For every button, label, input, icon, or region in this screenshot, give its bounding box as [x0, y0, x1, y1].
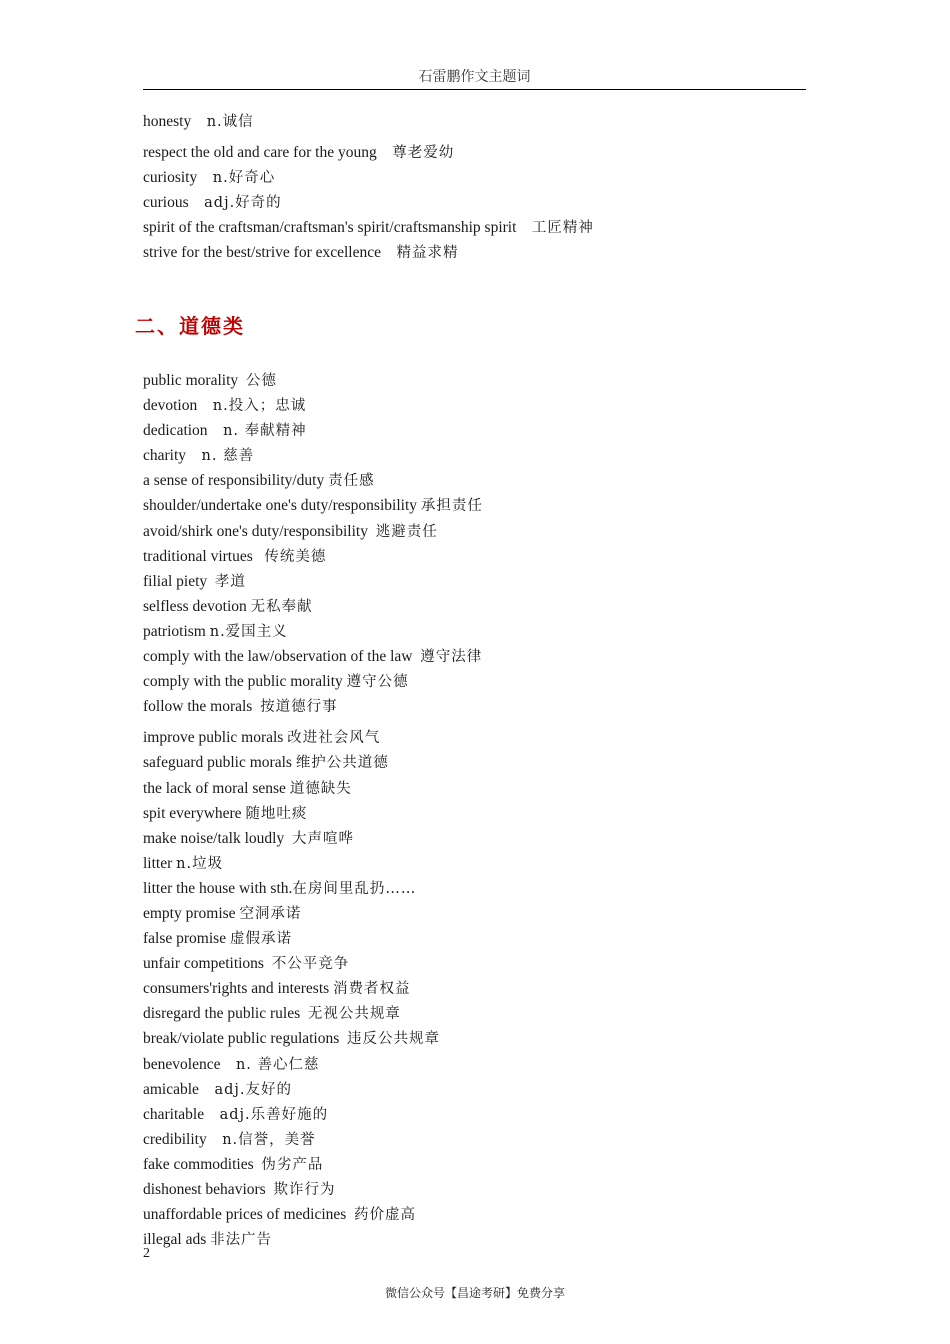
- entry-chinese: adj.友好的: [214, 1081, 292, 1098]
- entry-spacer: [199, 1081, 215, 1098]
- entry-chinese: 随地吐痰: [245, 805, 308, 822]
- vocab-entry: [143, 901, 483, 926]
- vocab-entry: [143, 418, 483, 443]
- entry-english: charity: [143, 447, 187, 465]
- entry-chinese: 虚假承诺: [229, 931, 292, 948]
- entry-english: devotion: [143, 397, 198, 415]
- entry-chinese: 欺诈行为: [273, 1182, 336, 1198]
- entry-spacer: [264, 955, 272, 972]
- entry-english: false promise: [143, 930, 227, 948]
- entry-chinese: 消费者权益: [333, 981, 411, 998]
- entry-spacer: [197, 169, 213, 186]
- vocab-entry: [143, 1227, 483, 1252]
- entry-chinese: 承担责任: [420, 498, 483, 515]
- entry-english: litter: [143, 854, 173, 872]
- entry-spacer: [220, 1056, 236, 1073]
- entry-spacer: [377, 144, 393, 161]
- entry-chinese: n.投入；忠诚: [212, 398, 307, 415]
- entry-english: respect the old and care for the young: [143, 144, 377, 162]
- entry-english: improve public morals: [143, 729, 284, 747]
- entry-spacer: [381, 244, 397, 261]
- entry-english: follow the morals: [143, 698, 253, 716]
- entry-english: safeguard public morals: [143, 754, 292, 772]
- vocab-entry: [143, 240, 594, 265]
- entry-spacer: [207, 573, 215, 590]
- vocab-entry: [143, 544, 483, 569]
- vocab-entry: [143, 1177, 483, 1202]
- entry-spacer: [191, 113, 207, 130]
- vocab-entry: [143, 1102, 483, 1127]
- entry-english: benevolence: [143, 1055, 221, 1073]
- entry-chinese: 道德缺失: [289, 780, 352, 797]
- section-heading-morality: 二、道德类: [135, 314, 245, 338]
- entry-english: strive for the best/strive for excellence: [143, 244, 381, 262]
- entry-spacer: [284, 830, 292, 847]
- entry-chinese: 大声喧哗: [291, 830, 354, 847]
- vocab-entry: [143, 694, 483, 719]
- entry-chinese: 责任感: [328, 473, 375, 490]
- entry-chinese: 改进社会风气: [287, 730, 381, 747]
- entry-english: selfless devotion: [143, 597, 247, 615]
- vocab-entry: [143, 1127, 483, 1152]
- entry-english: shoulder/undertake one's duty/responsibility: [143, 497, 417, 515]
- entry-english: comply with the law/observation of the law: [143, 648, 413, 666]
- entry-english: the lack of moral sense: [143, 779, 286, 797]
- entry-chinese: adj.乐善好施的: [219, 1106, 329, 1123]
- entry-spacer: [346, 1206, 354, 1223]
- vocab-entry: [143, 1026, 483, 1051]
- entry-spacer: [516, 219, 532, 236]
- entry-english: spit everywhere: [143, 804, 242, 822]
- entry-english: amicable: [143, 1080, 199, 1098]
- vocab-entry: [143, 776, 483, 801]
- vocab-entry: [143, 443, 483, 468]
- entry-english: patriotism: [143, 622, 206, 640]
- vocab-entry: [143, 393, 483, 418]
- vocab-entry: [143, 851, 483, 876]
- entry-english: public morality: [143, 372, 239, 389]
- entry-english: honesty: [143, 113, 192, 130]
- entry-chinese: 空洞承诺: [239, 905, 302, 922]
- vocab-entry: [143, 725, 483, 750]
- entry-english: credibility: [143, 1130, 207, 1148]
- entry-english: charitable: [143, 1105, 205, 1123]
- entry-spacer: [189, 194, 205, 211]
- entry-chinese: 公德: [245, 373, 277, 389]
- entry-chinese: 传统美德: [264, 548, 327, 565]
- page-footer: 微信公众号【昌途考研】免费分享: [384, 1286, 565, 1300]
- vocab-entry: [143, 619, 483, 644]
- vocab-entry: [143, 190, 594, 215]
- entry-english: curiosity: [143, 169, 198, 187]
- entry-english: break/violate public regulations: [143, 1030, 340, 1048]
- vocab-entry: [143, 1052, 483, 1077]
- header-divider: [143, 89, 806, 90]
- vocab-entry: [143, 1202, 483, 1227]
- entry-spacer: [253, 548, 265, 565]
- page-number: 2: [143, 1246, 150, 1261]
- vocab-entry: [143, 109, 594, 134]
- entry-spacer: [204, 1106, 220, 1123]
- vocab-entry: [143, 1152, 483, 1177]
- vocab-entry: [143, 1077, 483, 1102]
- entry-chinese: adj.好奇的: [204, 195, 282, 212]
- entry-spacer: [339, 1030, 347, 1047]
- vocab-entry: [143, 594, 483, 619]
- entry-chinese: 伪劣产品: [261, 1156, 324, 1173]
- entry-chinese: 非法广告: [210, 1232, 273, 1249]
- entry-english: curious: [143, 194, 189, 212]
- vocab-entry: [143, 976, 483, 1001]
- entry-chinese: n. 慈善: [201, 448, 255, 465]
- entry-english: traditional virtues: [143, 547, 253, 565]
- entry-spacer: [208, 422, 224, 439]
- entry-spacer: [252, 698, 260, 715]
- entry-spacer: [300, 1005, 308, 1022]
- entry-chinese: 遵守公德: [346, 674, 409, 691]
- vocab-entry: [143, 926, 483, 951]
- entry-english: fake commodities: [143, 1155, 254, 1173]
- vocab-entry: [143, 368, 483, 393]
- entry-english: consumers'rights and interests: [143, 980, 330, 998]
- entry-spacer: [197, 397, 213, 414]
- vocab-entry: [143, 951, 483, 976]
- entry-chinese: n.垃圾: [176, 855, 224, 872]
- vocab-entry: [143, 468, 483, 493]
- entry-chinese: 精益求精: [396, 245, 459, 262]
- entry-chinese: 尊老爱幼: [392, 145, 455, 162]
- entry-english: a sense of responsibility/duty: [143, 472, 325, 490]
- morality-vocabulary-list: [143, 368, 483, 1252]
- entry-chinese: 逃避责任: [375, 523, 438, 540]
- entry-chinese: 工匠精神: [531, 220, 594, 237]
- vocab-entry: [143, 165, 594, 190]
- entry-chinese: 在房间里乱扔……: [292, 880, 417, 897]
- entry-english: disregard the public rules: [143, 1005, 301, 1023]
- vocab-entry: [143, 519, 483, 544]
- entry-spacer: [186, 447, 202, 464]
- vocab-entry: [143, 750, 483, 775]
- entry-english: dedication: [143, 422, 208, 440]
- entry-english: unfair competitions: [143, 955, 264, 973]
- entry-english: dishonest behaviors: [143, 1181, 266, 1198]
- vocab-entry: [143, 1001, 483, 1026]
- entry-spacer: [368, 523, 376, 540]
- entry-chinese: n.信誉，美誉: [222, 1131, 316, 1148]
- entry-chinese: n.诚信: [206, 114, 254, 130]
- entry-chinese: n.爱国主义: [209, 623, 288, 640]
- entry-chinese: 遵守法律: [420, 649, 483, 666]
- entry-english: illegal ads: [143, 1231, 207, 1249]
- entry-chinese: 无视公共规章: [307, 1006, 401, 1023]
- entry-english: avoid/shirk one's duty/responsibility: [143, 522, 368, 540]
- entry-chinese: n.好奇心: [212, 170, 276, 187]
- vocab-entry: [143, 801, 483, 826]
- vocab-entry: [143, 215, 594, 240]
- entry-english: spirit of the craftsman/craftsman's spirit/craftsmanship spirit: [143, 219, 517, 237]
- entry-chinese: 维护公共道德: [295, 755, 389, 772]
- entry-chinese: 无私奉献: [250, 598, 313, 615]
- entry-english: unaffordable prices of medicines: [143, 1206, 347, 1224]
- entry-english: empty promise: [143, 904, 236, 922]
- entry-spacer: [207, 1131, 223, 1148]
- entry-english: litter the house with sth.: [143, 879, 293, 897]
- entry-chinese: 孝道: [214, 573, 246, 590]
- vocab-entry: [143, 569, 483, 594]
- entry-chinese: 药价虚高: [354, 1207, 417, 1224]
- entry-english: filial piety: [143, 572, 208, 590]
- entry-chinese: 不公平竞争: [271, 956, 350, 973]
- entry-chinese: n. 奉献精神: [223, 423, 307, 440]
- entry-chinese: 违反公共规章: [347, 1031, 441, 1048]
- vocab-entry: [143, 876, 483, 901]
- vocab-entry: [143, 644, 483, 669]
- honesty-vocabulary-list: [143, 109, 594, 266]
- entry-chinese: n. 善心仁慈: [235, 1056, 320, 1073]
- entry-chinese: 按道德行事: [260, 699, 338, 716]
- vocab-entry: [143, 140, 594, 165]
- vocab-entry: [143, 826, 483, 851]
- entry-english: comply with the public morality: [143, 673, 343, 691]
- page-header: 石雷鹏作文主题词: [418, 70, 531, 85]
- entry-spacer: [238, 372, 246, 389]
- vocab-entry: [143, 669, 483, 694]
- vocab-entry: [143, 493, 483, 518]
- entry-english: make noise/talk loudly: [143, 829, 285, 847]
